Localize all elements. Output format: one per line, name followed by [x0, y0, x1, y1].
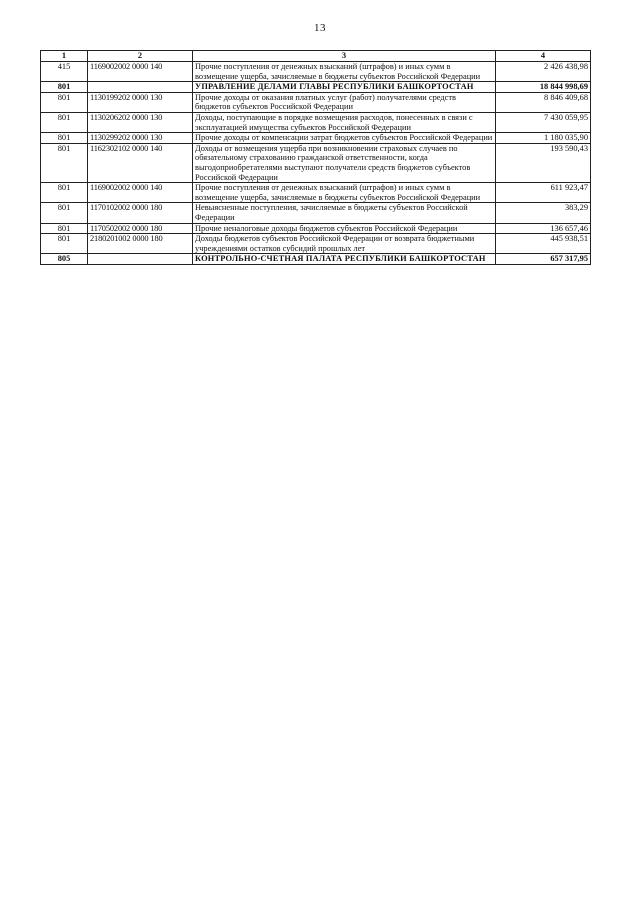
page-number: 13 [314, 22, 326, 34]
revenue-name-cell: Прочие поступления от денежных взысканий (штрафов) и иных сумм в возмещение ущерба, зачисляемые в бюджеты субъектов Российской Федерации [193, 183, 496, 203]
section-total-cell: 657 317,95 [496, 254, 591, 265]
budget-code-cell: 2180201002 0000 180 [88, 234, 193, 254]
revenue-name-cell: Доходы, поступающие в порядке возмещения расходов, понесенных в связи с эксплуатацией имущества субъектов Российской Федерации [193, 112, 496, 132]
column-header-2: 2 [88, 51, 193, 62]
amount-cell: 7 430 059,95 [496, 112, 591, 132]
table-row [41, 203, 591, 223]
revenue-name-cell: Невыясненные поступления, зачисляемые в бюджеты субъектов Российской Федерации [193, 203, 496, 223]
table-row [41, 133, 591, 144]
budget-code-cell: 1169002002 0000 140 [88, 183, 193, 203]
table-row [41, 223, 591, 234]
budget-code-cell: 1170102002 0000 180 [88, 203, 193, 223]
table-header-row [41, 51, 591, 62]
table-row [41, 62, 591, 82]
admin-code-cell: 801 [41, 203, 88, 223]
admin-code-cell: 801 [41, 112, 88, 132]
table-row [41, 234, 591, 254]
revenue-name-cell: Прочие поступления от денежных взысканий (штрафов) и иных сумм в возмещение ущерба, зачисляемые в бюджеты субъектов Российской Федерации [193, 62, 496, 82]
section-title-cell: КОНТРОЛЬНО-СЧЕТНАЯ ПАЛАТА РЕСПУБЛИКИ БАШКОРТОСТАН [193, 254, 496, 265]
section-row [41, 254, 591, 265]
section-row [41, 82, 591, 93]
table-body [41, 62, 591, 265]
amount-cell: 136 657,46 [496, 223, 591, 234]
budget-code-cell: 1130299202 0000 130 [88, 133, 193, 144]
amount-cell: 2 426 438,98 [496, 62, 591, 82]
section-total-cell: 18 844 998,69 [496, 82, 591, 93]
admin-code-cell: 801 [41, 234, 88, 254]
revenue-table [40, 50, 591, 265]
amount-cell: 383,29 [496, 203, 591, 223]
revenue-name-cell: Прочие доходы от компенсации затрат бюджетов субъектов Российской Федерации [193, 133, 496, 144]
table-row [41, 183, 591, 203]
table-row [41, 112, 591, 132]
admin-code-cell: 805 [41, 254, 88, 265]
admin-code-cell: 415 [41, 62, 88, 82]
amount-cell: 611 923,47 [496, 183, 591, 203]
budget-code-cell [88, 254, 193, 265]
budget-code-cell: 1169002002 0000 140 [88, 62, 193, 82]
section-title-cell: УПРАВЛЕНИЕ ДЕЛАМИ ГЛАВЫ РЕСПУБЛИКИ БАШКОРТОСТАН [193, 82, 496, 93]
amount-cell: 193 590,43 [496, 143, 591, 182]
budget-code-cell: 1130199202 0000 130 [88, 92, 193, 112]
budget-code-cell: 1170502002 0000 180 [88, 223, 193, 234]
amount-cell: 445 938,51 [496, 234, 591, 254]
budget-code-cell: 1162302102 0000 140 [88, 143, 193, 182]
admin-code-cell: 801 [41, 82, 88, 93]
revenue-name-cell: Прочие доходы от оказания платных услуг (работ) получателями средств бюджетов субъектов Российской Федерации [193, 92, 496, 112]
admin-code-cell: 801 [41, 183, 88, 203]
admin-code-cell: 801 [41, 133, 88, 144]
table-row [41, 143, 591, 182]
column-header-3: 3 [193, 51, 496, 62]
revenue-name-cell: Прочие неналоговые доходы бюджетов субъектов Российской Федерации [193, 223, 496, 234]
revenue-name-cell: Доходы от возмещения ущерба при возникновении страховых случаев по обязательному страхованию гражданской ответственности, когда выгодоприобретателями выступают получатели средств бюджетов субъектов Российской Федерации [193, 143, 496, 182]
admin-code-cell: 801 [41, 92, 88, 112]
admin-code-cell: 801 [41, 223, 88, 234]
column-header-1: 1 [41, 51, 88, 62]
budget-code-cell: 1130206202 0000 130 [88, 112, 193, 132]
budget-code-cell [88, 82, 193, 93]
admin-code-cell: 801 [41, 143, 88, 182]
amount-cell: 1 180 035,90 [496, 133, 591, 144]
table-row [41, 92, 591, 112]
revenue-name-cell: Доходы бюджетов субъектов Российской Федерации от возврата бюджетными учреждениями остатков субсидий прошлых лет [193, 234, 496, 254]
column-header-4: 4 [496, 51, 591, 62]
amount-cell: 8 846 409,68 [496, 92, 591, 112]
